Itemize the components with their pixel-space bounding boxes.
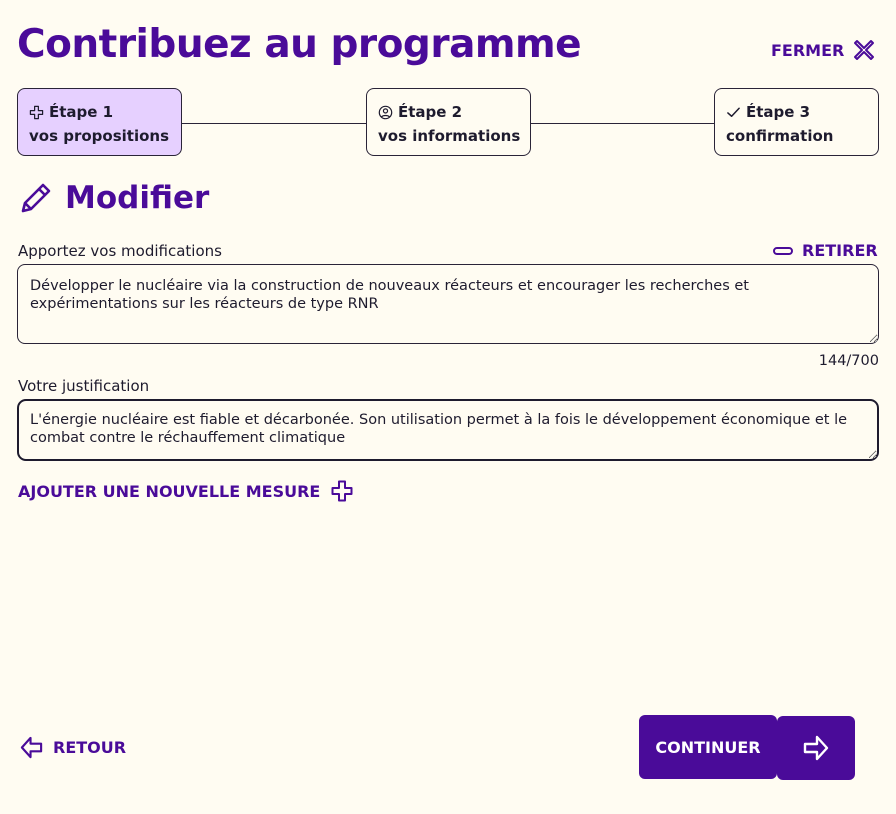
section-title xyxy=(19,180,209,216)
page-title: Contribuez au programme xyxy=(17,22,582,67)
justification-label: Votre justification xyxy=(18,377,150,395)
close-icon xyxy=(852,38,876,62)
step-2-label: Étape 2 xyxy=(398,103,463,121)
check-icon xyxy=(726,105,741,120)
continue-arrow-button[interactable] xyxy=(777,716,855,780)
stepper-connector-2 xyxy=(530,123,715,124)
arrow-left-icon xyxy=(19,735,44,760)
close-label: FERMER xyxy=(771,40,845,60)
close-button[interactable] xyxy=(771,38,876,62)
step-2-sub: vos informations xyxy=(378,127,521,145)
step-3-label: Étape 3 xyxy=(746,103,811,121)
measure-textarea[interactable] xyxy=(17,264,879,344)
arrow-right-icon xyxy=(802,734,830,762)
step-3-sub: confirmation xyxy=(726,127,834,145)
remove-label: RETIRER xyxy=(802,241,878,260)
step-1-label: Étape 1 xyxy=(49,103,114,121)
back-label: RETOUR xyxy=(53,738,127,757)
minus-icon xyxy=(773,247,793,255)
add-measure-button[interactable] xyxy=(18,479,354,503)
step-1-sub: vos propositions xyxy=(29,127,170,145)
section-title-text: Modifier xyxy=(65,180,210,216)
continue-button[interactable]: CONTINUER xyxy=(639,715,777,779)
pencil-icon xyxy=(19,181,53,215)
justification-textarea[interactable] xyxy=(17,399,879,461)
stepper-connector-1 xyxy=(181,123,367,124)
add-measure-label: AJOUTER UNE NOUVELLE MESURE xyxy=(18,481,321,501)
step-3[interactable] xyxy=(714,88,879,156)
step-1[interactable] xyxy=(17,88,182,156)
character-counter: 144/700 xyxy=(818,353,879,369)
plus-icon xyxy=(29,105,44,120)
back-button[interactable] xyxy=(19,735,126,760)
user-circle-icon xyxy=(378,105,393,120)
plus-icon xyxy=(330,479,354,503)
remove-button[interactable] xyxy=(773,241,878,260)
measure-label: Apportez vos modifications xyxy=(18,242,222,260)
step-2[interactable] xyxy=(366,88,531,156)
